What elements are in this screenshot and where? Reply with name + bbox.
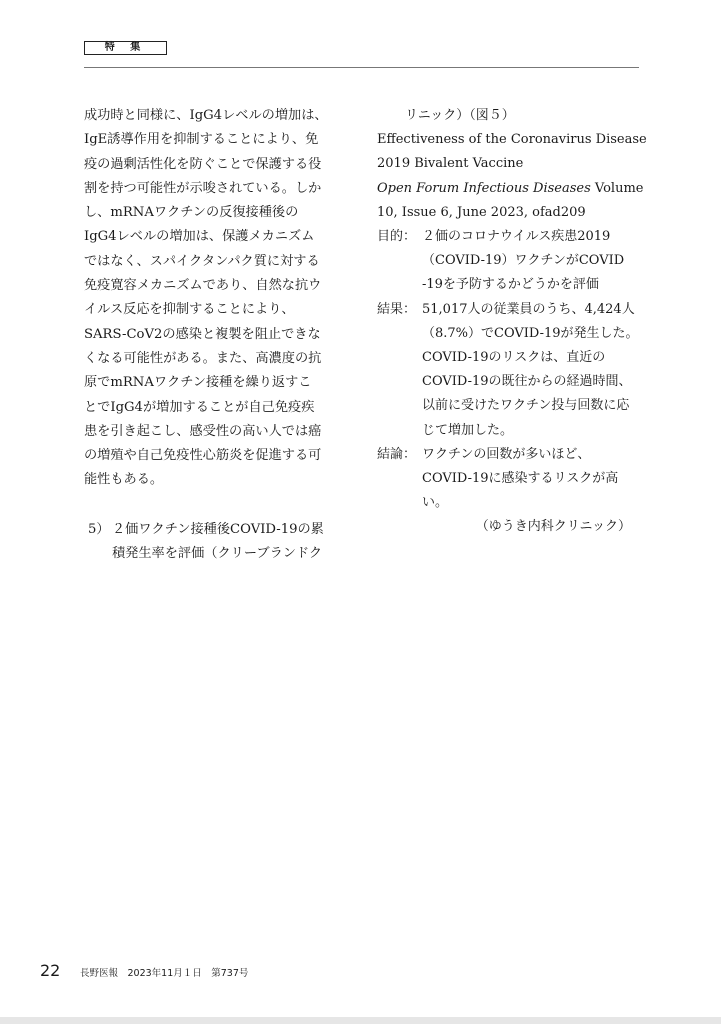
text-line: イルス反応を抑制することにより、 <box>84 302 295 318</box>
text-line: （COVID-19）ワクチンがCOVID <box>422 253 625 269</box>
text-line: -19を予防するかどうかを評価 <box>422 277 599 293</box>
bottom-bar <box>0 1017 721 1024</box>
text-line: 能性もある。 <box>84 472 164 488</box>
text-line: 割を持つ可能性が示唆されている。しか <box>84 180 322 196</box>
result-label: 結果： <box>377 301 417 317</box>
reference-item-5 <box>84 518 346 567</box>
text-line: とでIgG4が増加することが自己免疫疾 <box>84 399 315 415</box>
text-line: IgE誘導作用を抑制することにより、免 <box>84 132 319 148</box>
text-line: 以前に受けたワクチン投与回数に応 <box>422 398 630 414</box>
text-line: 51,017人の従業員のうち、4,424人 <box>422 301 635 317</box>
text-line: ワクチンの回数が多いほど、 <box>422 446 591 462</box>
text-line: 免疫寛容メカニズムであり、自然な抗ウ <box>84 278 322 294</box>
journal-line <box>377 177 644 201</box>
purpose-text <box>422 225 639 298</box>
text-line: 患を引き起こし、感受性の高い人では癌 <box>84 423 322 439</box>
text-line: COVID-19の既往からの経過時間、 <box>422 374 632 390</box>
conclusion-text <box>422 443 639 516</box>
text-line: COVID-19に感染するリスクが高 <box>422 471 619 487</box>
conclusion-label: 結論： <box>377 446 417 462</box>
text-line: IgG4レベルの増加は、保護メカニズム <box>84 229 315 245</box>
text-line: ではなく、スパイクタンパク質に対する <box>84 253 320 269</box>
journal-issue: 10, Issue 6, June 2023, ofad209 <box>377 204 586 220</box>
conclusion-row <box>377 443 639 516</box>
purpose-label: 目的： <box>377 229 417 245</box>
journal-volume: Volume <box>590 180 644 196</box>
item-text <box>112 518 346 567</box>
text-line: し、mRNAワクチンの反復接種後の <box>84 205 299 221</box>
left-column <box>84 104 346 493</box>
text-line: じて増加した。 <box>422 422 514 438</box>
journal-name: Open Forum Infectious Diseases <box>377 180 591 196</box>
item-number: 5） <box>88 522 110 537</box>
text-line: COVID-19のリスクは、直近の <box>422 350 606 366</box>
text-line: （8.7%）でCOVID-19が発生した。 <box>422 325 639 341</box>
text-line: ２価のコロナウイルス疾患2019 <box>422 229 611 245</box>
left-paragraph <box>84 104 346 493</box>
text-line: SARS-CoV2の感染と複製を阻止できな <box>84 326 321 342</box>
paper-title-line: Effectiveness of the Coronavirus Disease <box>377 132 647 148</box>
text-line: の増殖や自己免疫性心筋炎を促進する可 <box>84 448 322 464</box>
result-text <box>422 298 639 443</box>
section-label: 特 集 <box>84 41 167 55</box>
text-line: 積発生率を評価（クリーブランドク <box>112 546 323 562</box>
continuation-line: リニック）（図５） <box>405 108 515 123</box>
paper-title-line: 2019 Bivalent Vaccine <box>377 156 524 172</box>
text-line: ２価ワクチン接種後COVID-19の累 <box>112 522 324 537</box>
clinic-attribution: （ゆうき内科クリニック） <box>475 519 631 535</box>
result-row <box>377 298 639 443</box>
right-column <box>377 104 647 540</box>
text-line: くなる可能性がある。また、高濃度の抗 <box>84 350 322 366</box>
text-line: い。 <box>422 495 449 511</box>
page-number: 22 <box>40 961 61 980</box>
text-line: 成功時と同様に、IgG4レベルの増加は、 <box>84 108 328 123</box>
text-line: 原でmRNAワクチン接種を繰り返すこ <box>84 375 312 391</box>
journal-info: 長野医報 2023年11月１日 第737号 <box>80 968 249 979</box>
header-divider <box>84 67 639 68</box>
purpose-row <box>377 225 639 298</box>
text-line: 疫の過剰活性化を防ぐことで保護する役 <box>84 156 322 172</box>
